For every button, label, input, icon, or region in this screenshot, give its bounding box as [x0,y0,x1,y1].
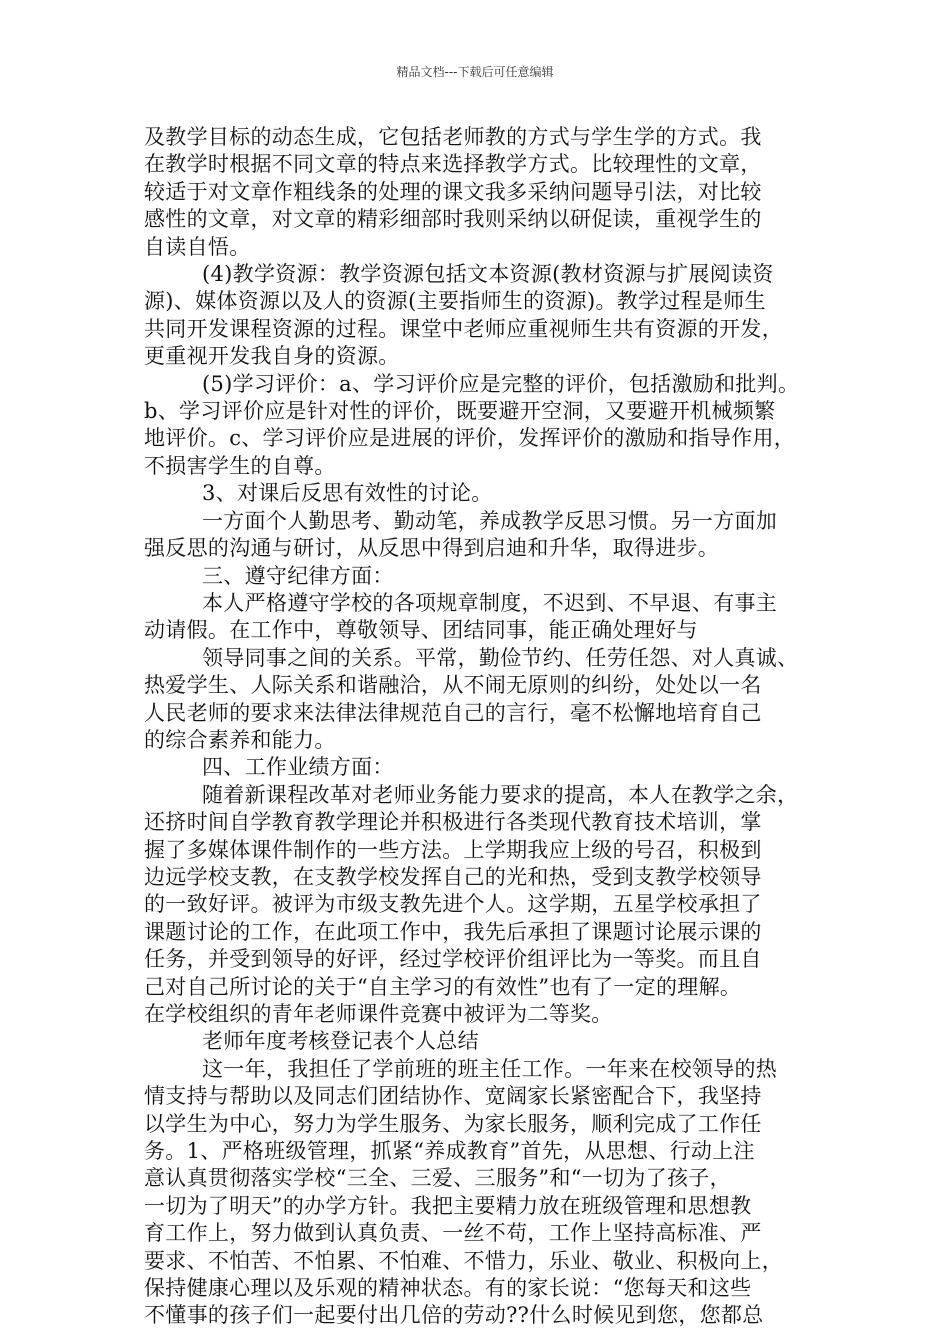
text-line: 自读自悟。 [144,234,251,259]
text-line: 要求、不怕苦、不怕累、不怕难、不惜力，乐业、敬业、积极向上， [144,1248,783,1273]
text-line: 的一致好评。被评为市级支教先进个人。这学期，五星学校承担了 [144,892,762,917]
text-line: 随着新课程改革对老师业务能力要求的提高，本人在教学之余， [202,782,799,807]
text-line: 源)、媒体资源以及人的资源(主要指师生的资源)。教学过程是师生 [144,289,766,314]
text-line: 本人严格遵守学校的各项规章制度，不迟到、不早退、有事主 [202,590,778,615]
text-line: 在学校组织的青年老师课件竞赛中被评为二等奖。 [144,1002,613,1026]
text-line: 强反思的沟通与研讨，从反思中得到启迪和升华，取得进步。 [144,536,720,561]
text-line: 情支持与帮助以及同志们团结协作、宽阔家长紧密配合下，我坚持 [144,1084,762,1109]
text-line: 课题讨论的工作，在此项工作中，我先后承担了课题讨论展示课的 [144,919,762,944]
text-line: 四、工作业绩方面： [202,755,394,780]
text-line: 一切为了明天”的办学方针。我把主要精力放在班级管理和思想教 [144,1193,752,1218]
text-line: 动请假。在工作中，尊敬领导、团结同事，能正确处理好与 [144,618,698,643]
text-line: 一方面个人勤思考、勤动笔，养成教学反思习惯。另一方面加 [202,508,778,533]
body-text [144,124,824,1330]
text-line: 感性的文章，对文章的精彩细部时我则采纳以研促读，重视学生的 [144,207,762,232]
text-line: 地评价。c、学习评价应是进展的评价，发挥评价的激励和指导作用， [144,426,796,451]
text-line: 这一年，我担任了学前班的班主任工作。一年来在校领导的热 [202,1056,778,1081]
text-line: 热爱学生、人际关系和谐融洽，从不闹无原则的纠纷，处处以一名 [144,673,762,698]
text-line: 三、遵守纪律方面： [202,563,394,588]
text-line: 己对自己所讨论的关于“自主学习的有效性”也有了一定的理解。 [144,974,742,999]
text-line: 老师年度考核登记表个人总结 [202,1029,479,1054]
text-line: 育工作上，努力做到认真负责、一丝不苟，工作上坚持高标准、严 [144,1221,762,1246]
text-line: 还挤时间自学教育教学理论并积极进行各类现代教育技术培训，掌 [144,810,762,835]
text-line: 以学生为中心，努力为学生服务、为家长服务，顺利完成了工作任 [144,1111,762,1136]
text-line: 共同开发课程资源的过程。课堂中老师应重视师生共有资源的开发， [144,316,783,341]
text-line: b、学习评价应是针对性的评价，既要避开空洞，又要避开机械频繁 [144,399,776,424]
text-line: 在教学时根据不同文章的特点来选择教学方式。比较理性的文章， [144,152,762,177]
text-line: 不损害学生的自尊。 [144,453,336,478]
text-line: (5)学习评价：a、学习评价应是完整的评价，包括激励和批判。 [202,371,800,396]
text-line: 领导同事之间的关系。平常，勤俭节约、任劳任怨、对人真诚、 [202,645,799,670]
text-line: 3、对课后反思有效性的讨论。 [202,481,493,506]
text-line: 务。1、严格班级管理，抓紧“养成教育”首先，从思想、行动上注 [144,1139,755,1164]
text-line: 人民老师的要求来法律法律规范自己的言行，毫不松懈地培育自己 [144,700,762,725]
text-line: 的综合素养和能力。 [144,727,336,752]
text-line: 保持健康心理以及乐观的精神状态。有的家长说：“您每天和这些 [144,1276,752,1301]
text-line: 不懂事的孩子们一起要付出几倍的劳动??什么时候见到您，您都总 [144,1303,764,1328]
text-line: (4)教学资源：教学资源包括文本资源(教材资源与扩展阅读资 [202,262,774,287]
text-line: 任务，并受到领导的好评，经过学校评价组评比为一等奖。而且自 [144,947,762,972]
text-line: 边远学校支教，在支教学校发挥自己的光和热，受到支教学校领导 [144,864,762,889]
text-line: 更重视开发我自身的资源。 [144,344,400,369]
text-line: 握了多媒体课件制作的一些方法。上学期我应上级的号召，积极到 [144,837,762,862]
text-line: 较适于对文章作粗线条的处理的课文我多采纳问题导引法，对比较 [144,179,762,204]
page-header: 精品文档---下载后可任意编辑 [396,65,554,79]
text-line: 意认真贯彻落实学校“三全、三爱、三服务”和“一切为了孩子， [144,1166,731,1191]
text-line: 及教学目标的动态生成，它包括老师教的方式与学生学的方式。我 [144,125,762,149]
